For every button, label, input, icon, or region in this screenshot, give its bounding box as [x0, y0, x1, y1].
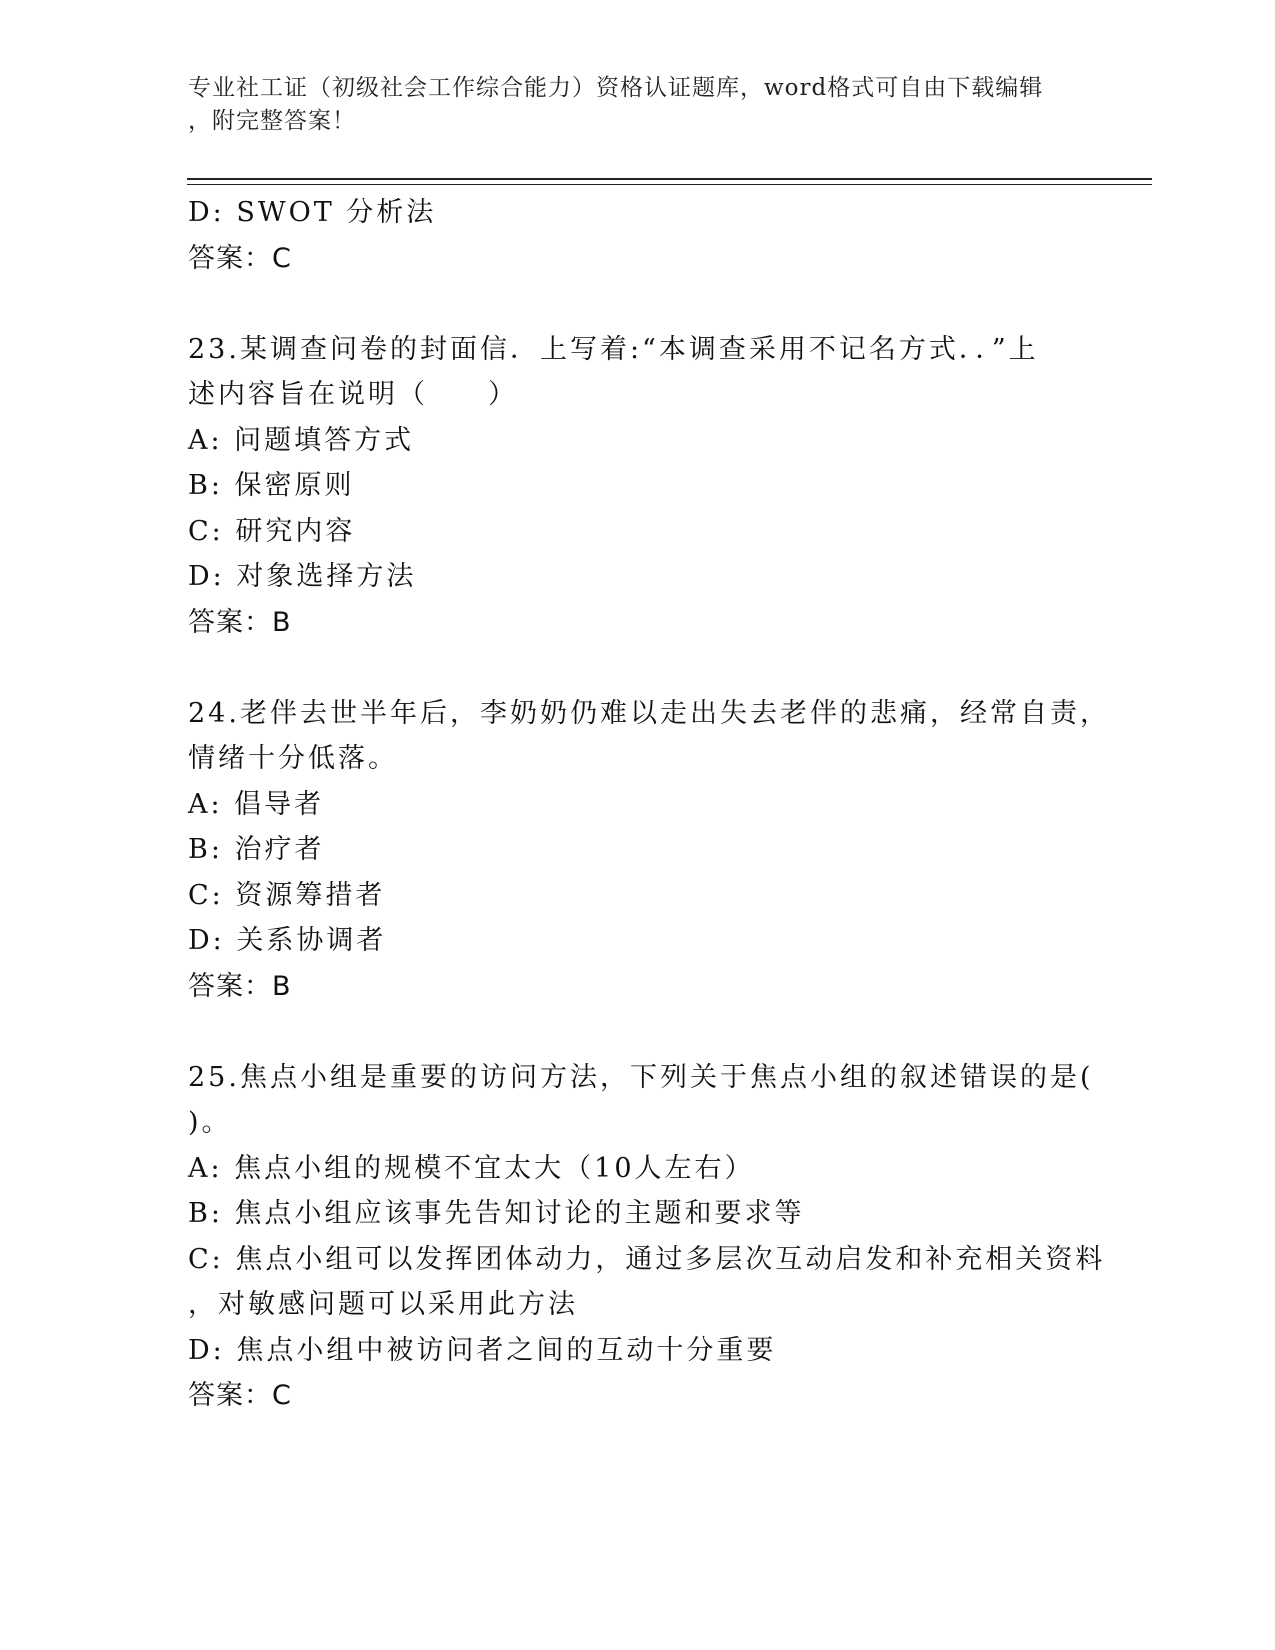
option-c: C: 研究内容 — [188, 515, 356, 547]
option-c-line-1: C: 焦点小组可以发挥团体动力，通过多层次互动启发和补充相关资料 — [188, 1243, 1106, 1275]
question-stem-line-1: 25.焦点小组是重要的访问方法，下列关于焦点小组的叙述错误的是( — [188, 1061, 1094, 1093]
option-a: A: 焦点小组的规模不宜太大（10人左右） — [188, 1152, 755, 1184]
question-block-23 — [188, 327, 1088, 646]
header-rule-thick — [187, 178, 1152, 180]
option-d: D: SWOT 分析法 — [188, 197, 437, 228]
option-b: B: 保密原则 — [188, 470, 355, 501]
option-a: A: 问题填答方式 — [188, 424, 415, 456]
option-b: B: 治疗者 — [188, 834, 325, 865]
option-a: A: 倡导者 — [188, 788, 325, 820]
question-stem-line-1: 23.某调查问卷的封面信．上写着:“本调查采用不记名方式．．”上 — [188, 333, 1039, 365]
spacer — [188, 281, 1088, 327]
question-block-24 — [188, 691, 1110, 1010]
option-d: D: 关系协调者 — [188, 925, 387, 956]
page-header — [188, 72, 1068, 138]
option-d: D: 焦点小组中被访问者之间的互动十分重要 — [188, 1334, 777, 1366]
option-c-line-2: ，对敏感问题可以采用此方法 — [188, 1289, 578, 1320]
answer-line: 答案：B — [188, 970, 292, 1002]
question-stem-line-2: 述内容旨在说明（ ） — [188, 379, 518, 410]
answer-line: 答案：C — [188, 1380, 292, 1411]
option-d: D: 对象选择方法 — [188, 561, 417, 592]
question-stem-line-2: )。 — [188, 1107, 232, 1138]
header-rule-thin — [187, 184, 1152, 185]
question-block-25 — [188, 1055, 1106, 1419]
header-line-2: ，附完整答案！ — [188, 108, 356, 134]
question-stem-line-2: 情绪十分低落。 — [188, 743, 398, 774]
option-c: C: 资源筹措者 — [188, 879, 386, 911]
question-list — [188, 190, 1110, 1419]
spacer — [188, 645, 1088, 691]
header-line-1: 专业社工证（初级社会工作综合能力）资格认证题库，word格式可自由下载编辑 — [188, 75, 1044, 101]
question-stem-line-1: 24.老伴去世半年后，李奶奶仍难以走出失去老伴的悲痛，经常自责， — [188, 697, 1110, 729]
spacer — [188, 1009, 1088, 1055]
question-block-prev — [188, 190, 1088, 281]
option-b: B: 焦点小组应该事先告知讨论的主题和要求等 — [188, 1198, 805, 1229]
answer-line: 答案：C — [188, 242, 292, 274]
answer-line: 答案：B — [188, 606, 292, 638]
